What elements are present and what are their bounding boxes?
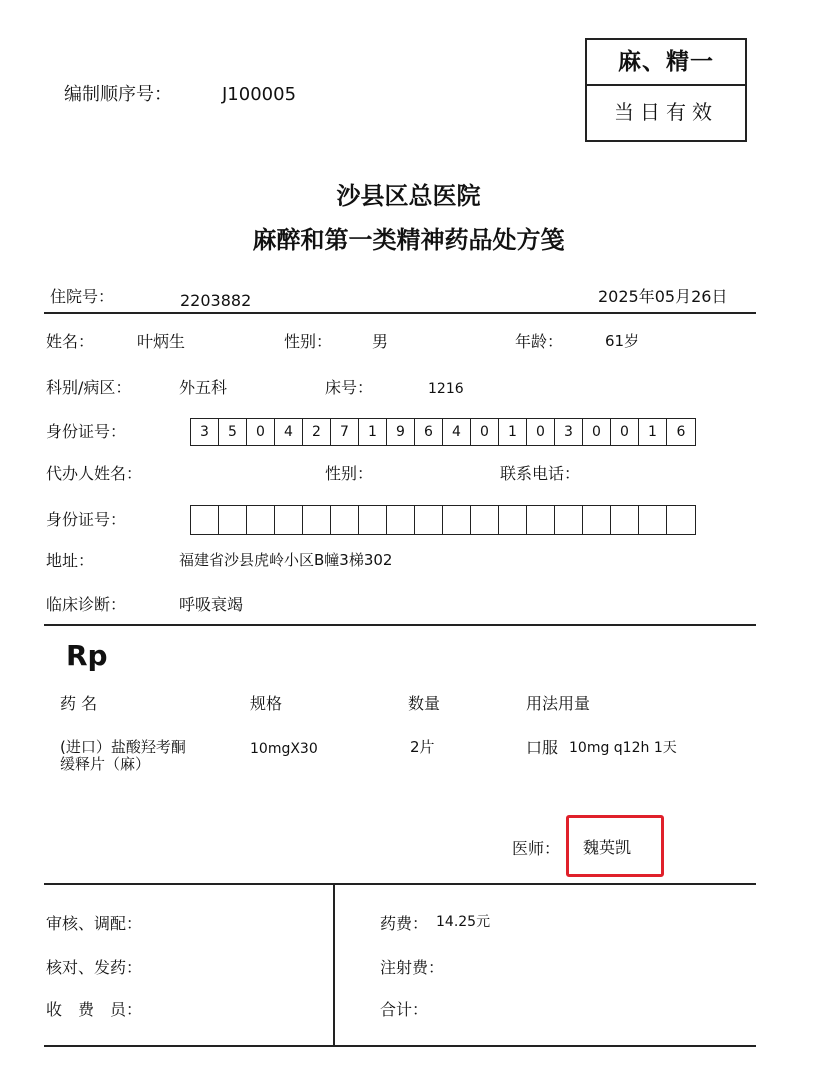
total-label: 合计： [380,1000,429,1019]
age-label: 年龄： [515,332,564,351]
drug-usage-route: 口服 [526,738,559,757]
category-label: 麻、精一 [587,40,745,86]
agent-id-cell [555,506,583,534]
drug-spec: 10mgX30 [250,741,318,757]
id-digit-cell: 7 [331,419,359,445]
agent-id-cell [359,506,387,534]
divider [44,312,756,314]
cashier-label: 收 费 员： [46,1000,143,1019]
agent-gender-label: 性别： [325,464,374,483]
agent-id-cell [499,506,527,534]
admission-label: 住院号： [50,287,115,306]
agent-id-cell [415,506,443,534]
agent-id-cell [667,506,695,534]
id-digit-cell: 2 [303,419,331,445]
drug-name-line2: 缓释片（麻） [60,755,151,773]
drug-qty: 2片 [410,738,435,756]
id-label: 身份证号： [46,422,127,441]
diagnosis-label: 临床诊断： [46,595,127,614]
address-label: 地址： [46,551,95,570]
patient-name: 叶炳生 [137,332,186,351]
divider [44,624,756,626]
hospital-name: 沙县区总医院 [336,182,481,210]
agent-name-label: 代办人姓名： [46,464,143,483]
col-drug-name: 药 名 [60,694,98,713]
id-digit-cell: 0 [583,419,611,445]
id-digit-cell: 3 [555,419,583,445]
check-label: 核对、发药： [46,958,143,977]
divider [44,1045,756,1047]
patient-gender: 男 [372,332,389,351]
agent-id-cell [583,506,611,534]
divider [44,883,756,885]
agent-id-cell [527,506,555,534]
id-digit-cell: 5 [219,419,247,445]
agent-id-cell [471,506,499,534]
id-digit-cell: 1 [639,419,667,445]
col-spec: 规格 [250,694,283,713]
form-title: 麻醉和第一类精神药品处方笺 [252,226,565,254]
injection-fee-label: 注射费： [380,958,445,977]
id-digit-cell: 4 [275,419,303,445]
id-digit-cell: 1 [499,419,527,445]
agent-id-label: 身份证号： [46,510,127,529]
patient-bed: 1216 [428,381,464,397]
agent-id-cell [331,506,359,534]
name-label: 姓名： [46,332,95,351]
id-digit-cell: 0 [611,419,639,445]
rp-mark: Rp [66,639,108,672]
drug-fee-value: 14.25元 [436,914,491,930]
id-digit-cell: 1 [359,419,387,445]
agent-id-cell [247,506,275,534]
gender-label: 性别： [284,332,333,351]
drug-name-line1: (进口）盐酸羟考酮 [60,738,186,756]
review-label: 审核、调配： [46,914,143,933]
drug-usage-dose: 10mg q12h 1天 [569,740,677,756]
serial-number: J100005 [222,84,297,105]
diagnosis-value: 呼吸衰竭 [179,595,244,614]
patient-address: 福建省沙县虎岭小区B幢3梯302 [179,551,393,569]
footer-divider [333,884,335,1045]
prescription-date: 2025年05月26日 [598,287,728,306]
bed-label: 床号： [325,378,374,397]
serial-label: 编制顺序号： [64,84,172,105]
agent-id-cell [303,506,331,534]
agent-id-cell [611,506,639,534]
doctor-name: 魏英凯 [583,838,632,857]
patient-id-grid [190,418,696,446]
id-digit-cell: 3 [191,419,219,445]
agent-id-cell [275,506,303,534]
agent-id-cell [219,506,247,534]
id-digit-cell: 4 [443,419,471,445]
id-digit-cell: 6 [676,424,686,440]
id-digit-cell: 9 [387,419,415,445]
agent-id-cell [443,506,471,534]
patient-age: 61岁 [605,332,640,350]
patient-dept: 外五科 [179,378,228,397]
id-digit-cell: 0 [247,419,275,445]
dept-label: 科别/病区： [46,378,132,397]
agent-id-cell [387,506,415,534]
id-digit-cell: 6 [415,419,443,445]
category-box [585,38,747,142]
agent-id-cell [639,506,667,534]
validity-label: 当日有效 [614,100,718,124]
agent-phone-label: 联系电话： [500,464,581,483]
id-digit-cell: 0 [527,419,555,445]
drug-fee-label: 药费： [380,914,429,933]
admission-number: 2203882 [180,291,252,310]
agent-id-cell [191,506,219,534]
doctor-label: 医师： [512,839,561,858]
col-qty: 数量 [408,694,441,713]
id-digit-cell: 0 [471,419,499,445]
col-usage: 用法用量 [526,694,591,713]
agent-id-grid [190,505,696,535]
